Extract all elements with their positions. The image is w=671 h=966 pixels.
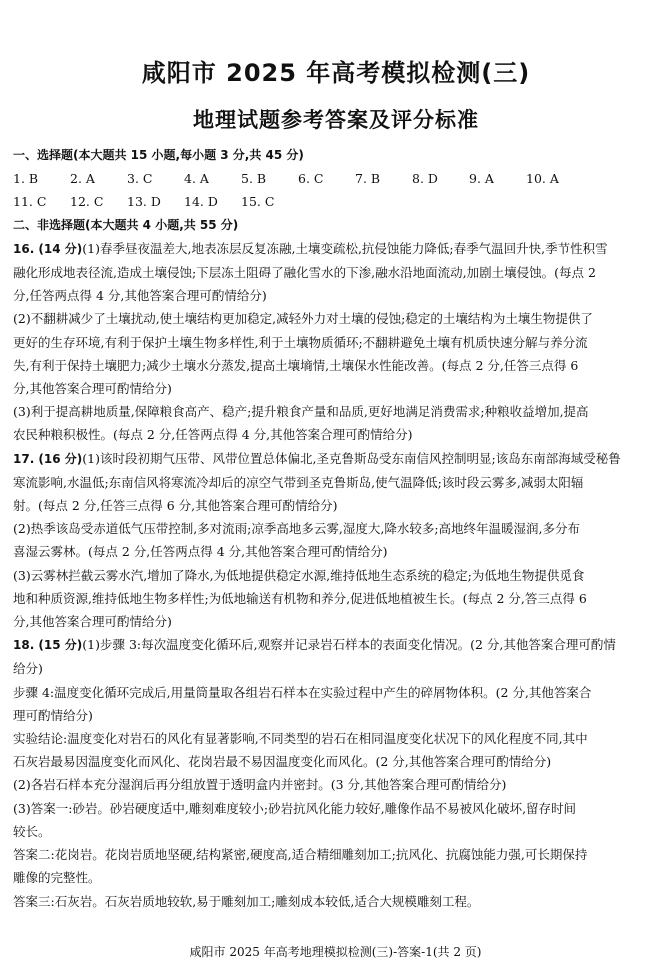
choice-answer: 14. D: [184, 194, 218, 210]
answer-line: 喜湿云雾林。(每点 2 分,任答两点得 4 分,其他答案合理可酌情给分): [13, 544, 388, 560]
question-number: 17. (16 分): [13, 451, 83, 466]
answer-line: 分,其他答案合理可酌情给分): [13, 381, 172, 397]
choice-answer: 2. A: [70, 171, 95, 187]
answer-line: 较长。: [13, 823, 51, 839]
choice-answer: 4. A: [184, 171, 209, 187]
answer-line: (3)答案一:砂岩。砂岩硬度适中,雕刻难度较小;砂岩抗风化能力较好,雕像作品不易被风化破坏,留存时间: [13, 800, 577, 816]
choice-answer: 12. C: [70, 194, 104, 210]
choice-answer: 5. B: [241, 171, 267, 187]
answer-line: 分,其他答案合理可酌情给分): [13, 614, 172, 630]
answer-line: 答案三:石灰岩。石灰岩质地较软,易于雕刻加工;雕刻成本较低,适合大规模雕刻工程。: [13, 893, 480, 909]
answer-line: 理可酌情给分): [13, 707, 93, 723]
choice-answer: 15. C: [241, 194, 275, 210]
answer-line: 分,任答两点得 4 分,其他答案合理可酌情给分): [13, 288, 267, 304]
choice-answer: 3. C: [127, 171, 153, 187]
choice-answer: 11. C: [13, 194, 47, 210]
answer-line: 射。(每点 2 分,任答三点得 6 分,其他答案合理可酌情给分): [13, 498, 338, 514]
answer-line: 步骤 4:温度变化循环完成后,用量筒量取各组岩石样本在实验过程中产生的碎屑物体积。(2 分,其他答案合: [13, 684, 592, 700]
choice-answer: 7. B: [355, 171, 381, 187]
answer-line: 融化形成地表径流,造成土壤侵蚀;下层冻土阻碍了融化雪水的下渗,融水沿地面流动,加剧土壤侵蚀。(每点 2: [13, 265, 596, 281]
answer-line: 雕像的完整性。: [13, 870, 101, 886]
answer-line: (3)利于提高耕地质量,保障粮食高产、稳产;提升粮食产量和品质,更好地满足消费需求;种粮收益增加,提高: [13, 404, 589, 420]
answer-line: 失,有利于保持土壤肥力;减少土壤水分蒸发,提高土壤墒情,土壤保水性能改善。(每点 2 分,任答三点得 6: [13, 357, 579, 373]
answer-line: (2)热季该岛受赤道低气压带控制,多对流雨;凉季高地多云雾,湿度大,降水较多;高地终年温暖湿润,多分布: [13, 521, 581, 537]
answer-line: 石灰岩最易因温度变化而风化、花岗岩最不易因温度变化而风化。(2 分,其他答案合理可酌情给分): [13, 754, 552, 770]
answer-line: 地和种质资源,维持低地生物多样性;为低地输送有机物和养分,促进低地植被生长。(每点 2 分,答三点得 6: [13, 590, 587, 606]
section-heading-choice: 一、选择题(本大题共 15 小题,每小题 3 分,共 45 分): [13, 148, 304, 162]
choice-answers-row-1: [13, 167, 659, 190]
answer-line: 16. (14 分)(1)春季昼夜温差大,地表冻层反复冻融,土壤变疏松,抗侵蚀能力降低;春季气温回升快,季节性积雪: [13, 240, 608, 256]
answer-line: 17. (16 分)(1)该时段初期气压带、风带位置总体偏北,圣克鲁斯岛受东南信风控制明显;该岛东南部海域受秘鲁: [13, 450, 621, 466]
answer-line: 实验结论:温度变化对岩石的风化有显著影响,不同类型的岩石在相同温度变化状况下的风化程度不同,其中: [13, 731, 588, 747]
choice-answer: 10. A: [526, 171, 559, 187]
answer-line: 答案二:花岗岩。花岗岩质地坚硬,结构紧密,硬度高,适合精细雕刻加工;抗风化、抗腐蚀能力强,可长期保持: [13, 847, 588, 863]
answer-line: 给分): [13, 661, 43, 677]
answer-content: [13, 144, 659, 913]
question-number: 16. (14 分): [13, 241, 83, 256]
answer-line: (3)云雾林拦截云雾水汽,增加了降水,为低地提供稳定水源,维持低地生态系统的稳定;为低地生物提供觅食: [13, 567, 585, 583]
page-subtitle: 地理试题参考答案及评分标准: [193, 108, 479, 132]
answer-line: 农民种粮积极性。(每点 2 分,任答两点得 4 分,其他答案合理可酌情给分): [13, 427, 413, 443]
choice-answer: 6. C: [298, 171, 324, 187]
section-heading-nonchoice: 二、非选择题(本大题共 4 小题,共 55 分): [13, 217, 239, 232]
choice-answer: 9. A: [469, 171, 494, 187]
page-footer: 咸阳市 2025 年高考地理模拟检测(三)-答案-1(共 2 页): [189, 945, 482, 959]
answer-line: (2)不翻耕减少了土壤扰动,使土壤结构更加稳定,减轻外力对土壤的侵蚀;稳定的土壤结构为土壤生物提供了: [13, 311, 593, 327]
choice-answers-row-2: [13, 190, 659, 213]
answer-line: (2)各岩石样本充分湿润后再分组放置于透明盒内并密封。(3 分,其他答案合理可酌情给分): [13, 777, 507, 793]
answer-line: 18. (15 分)(1)步骤 3:每次温度变化循环后,观察并记录岩石样本的表面变化情况。(2 分,其他答案合理可酌情: [13, 637, 616, 653]
question-number: 18. (15 分): [13, 638, 83, 653]
choice-answer: 1. B: [13, 171, 39, 187]
answer-line: 更好的生存环境,有利于保护土壤生物多样性,利于土壤物质循环;不翻耕避免土壤有机质快速分解与养分流: [13, 334, 588, 350]
answer-line: 寒流影响,水温低;东南信风将寒流冷却后的凉空气带到圣克鲁斯岛,使气温降低;该时段云雾多,减弱太阳辐: [13, 474, 584, 490]
choice-answer: 13. D: [127, 194, 161, 210]
choice-answer: 8. D: [412, 171, 438, 187]
page-title: 咸阳市 2025 年高考模拟检测(三): [141, 59, 531, 87]
